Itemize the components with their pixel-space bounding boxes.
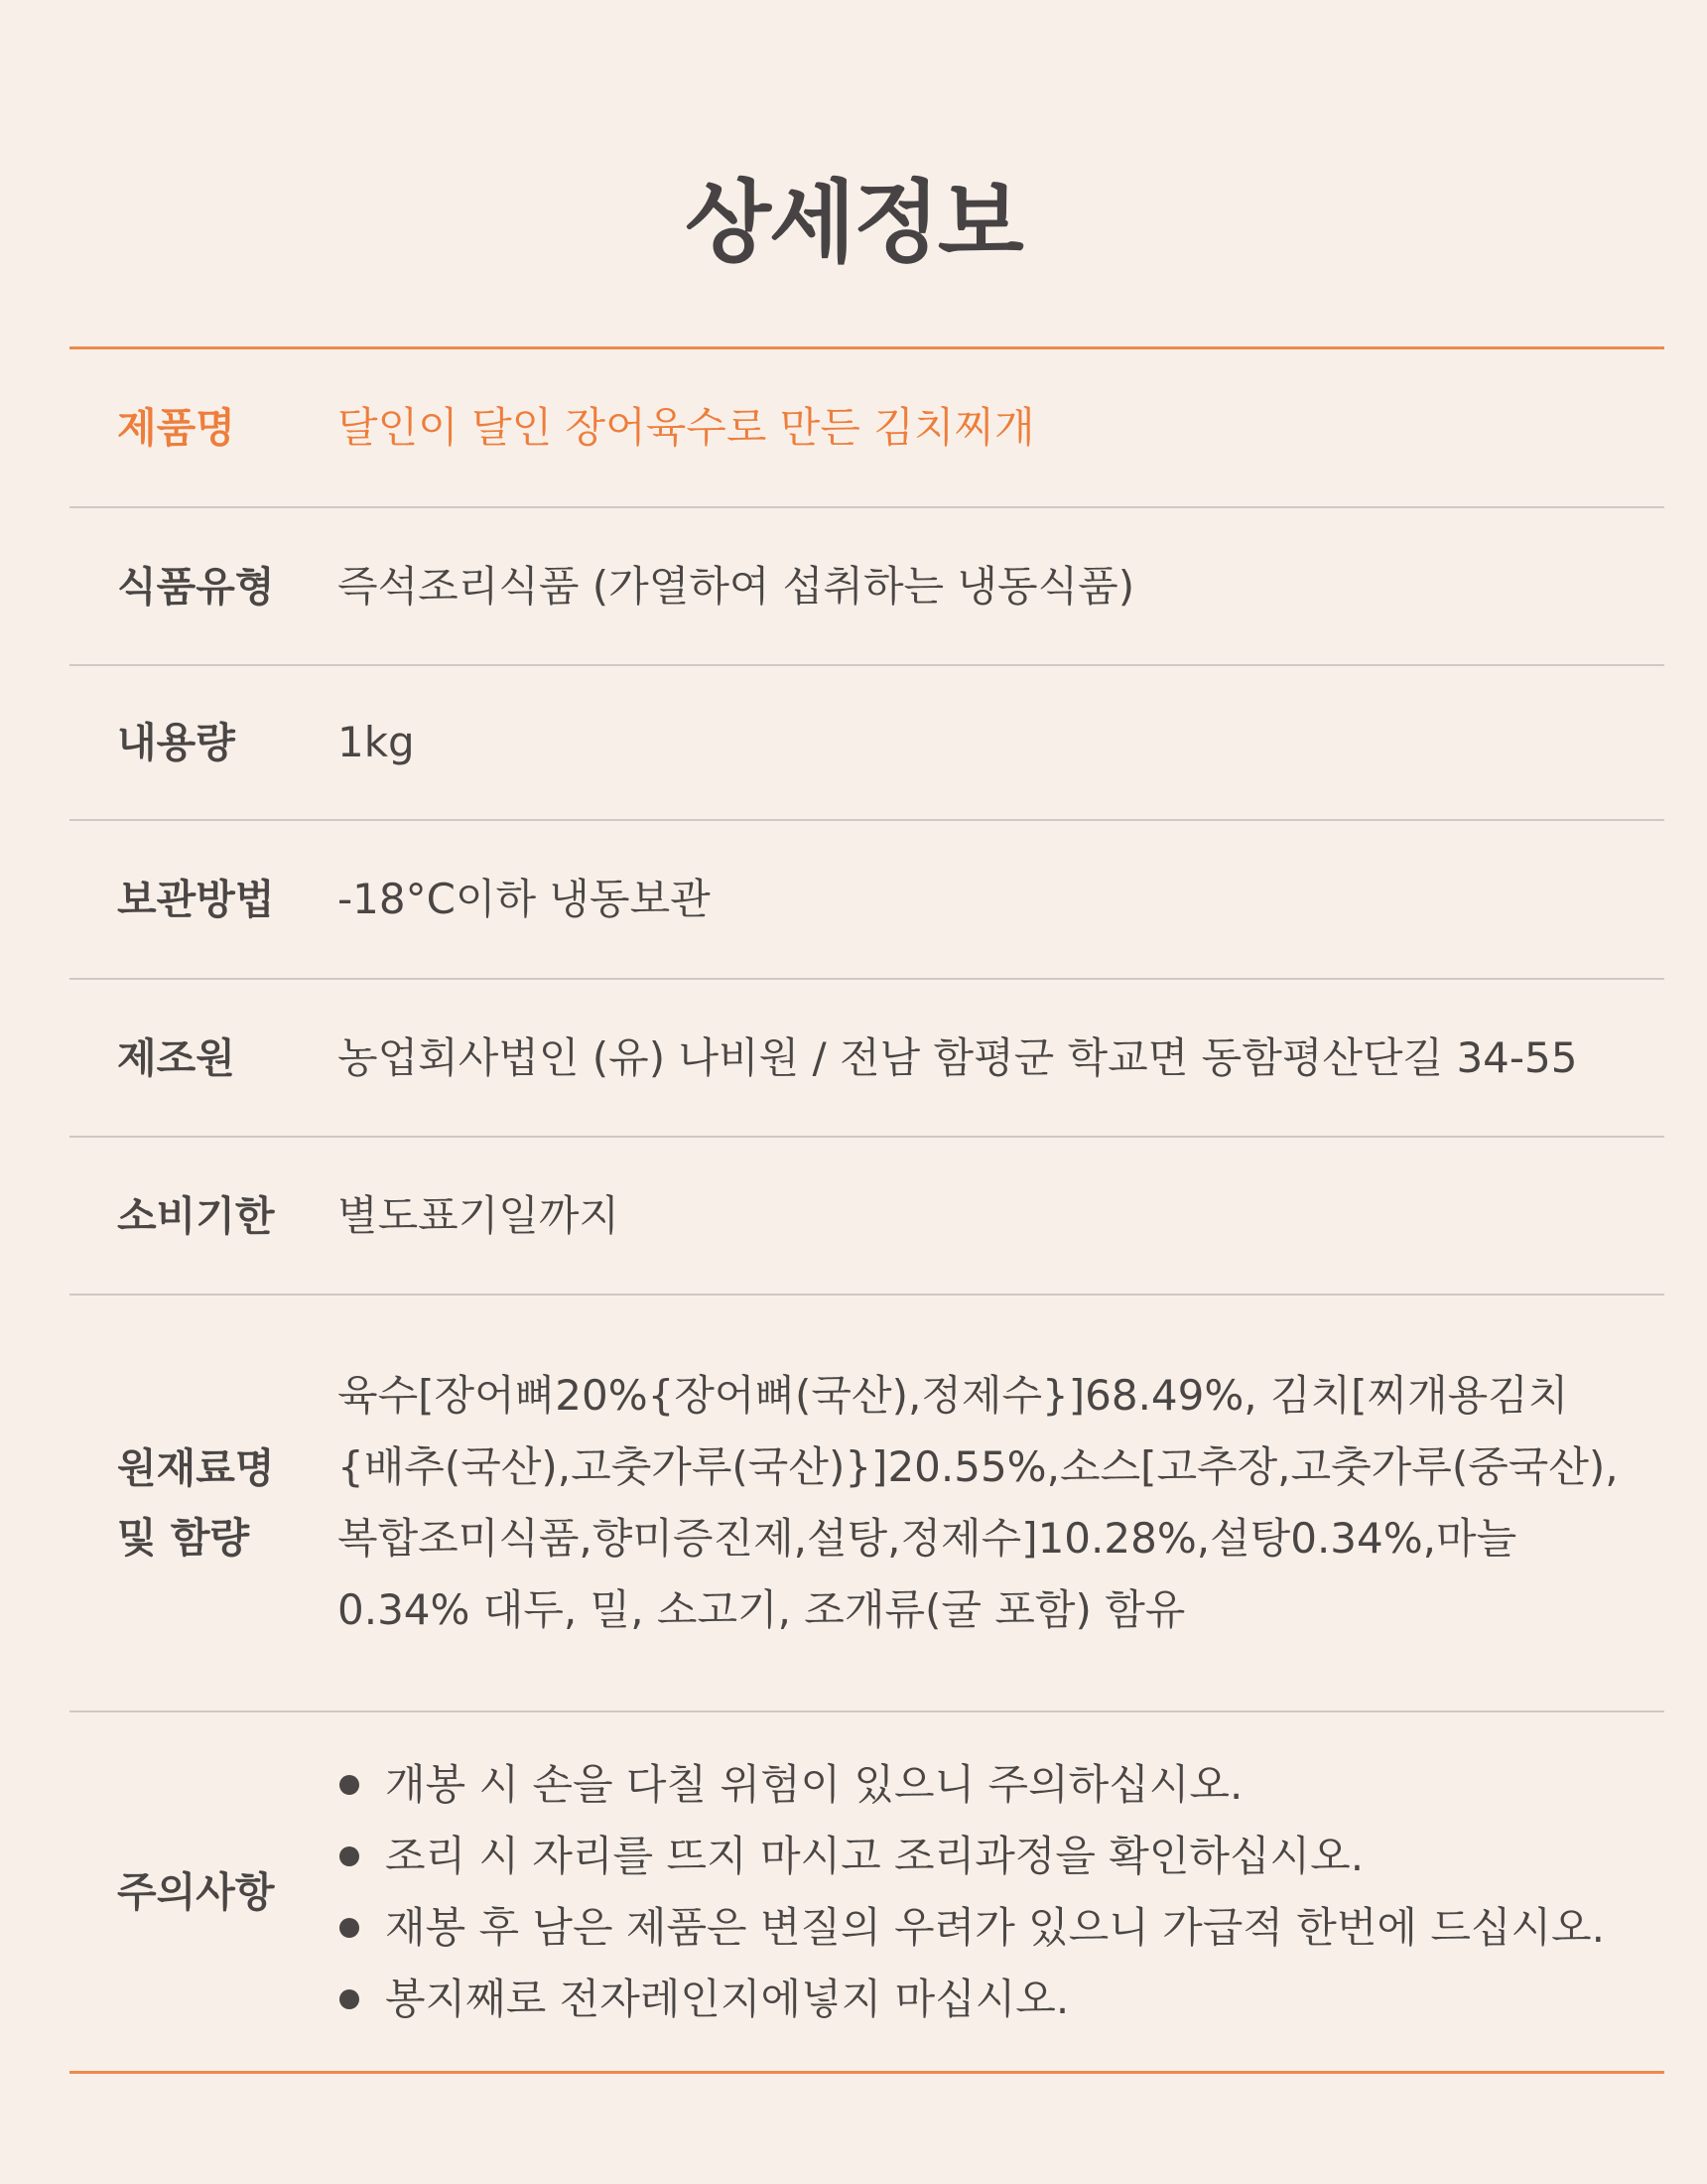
row-label: 주의사항 — [117, 1867, 275, 1916]
bullet-dot-icon — [339, 1989, 359, 2009]
row-value: 농업회사법인 (유) 나비원 / 전남 함평군 학교면 동함평산단길 34-55 — [337, 1032, 1578, 1082]
row-value: 육수[장어뼈20%{장어뼈(국산),정제수}]68.49%, 김치[찌개용김치{배추(국산),고춧가루(국산)}]20.55%,소스[고추장,고춧가루(중국산),복합조미식품,향미증진제,설탕,정제수]10.28%,설탕0.34%,마늘0.34% 대두, 밀, 소고기, 조개류(굴 포함) 함유 — [337, 1371, 1619, 1634]
row-label: 내용량 — [117, 719, 235, 766]
row-value: 즉석조리식품 (가열하여 섭취하는 냉동식품) — [337, 561, 1135, 611]
row-value: -18°C이하 냉동보관 — [337, 875, 711, 923]
page-title: 상세정보 — [685, 171, 1022, 275]
row-value: 별도표기일까지 — [337, 1190, 620, 1240]
row-label: 제품명 — [117, 404, 235, 452]
row-label: 식품유형 — [117, 562, 275, 611]
precaution-text: 개봉 시 손을 다칠 위험이 있으니 주의하십시오. — [385, 1759, 1244, 1809]
row-precautions — [69, 1712, 1664, 2074]
precaution-text: 봉지째로 전자레인지에넣지 마십시오. — [385, 1974, 1070, 2023]
row-value: 달인이 달인 장어육수로 만든 김치찌개 — [337, 403, 1035, 452]
row-label: 소비기한 — [117, 1191, 275, 1240]
row-value: 1kg — [337, 718, 415, 766]
row-expiry — [69, 1138, 1664, 1296]
row-net-content — [69, 666, 1664, 821]
row-food-type — [69, 508, 1664, 666]
row-ingredients — [69, 1296, 1664, 1712]
row-label: 제조원 — [117, 1033, 235, 1082]
precaution-text: 재봉 후 남은 제품은 변질의 우려가 있으니 가급적 한번에 드십시오. — [385, 1902, 1605, 1952]
precaution-list — [337, 1749, 1605, 2035]
row-manufacturer — [69, 980, 1664, 1138]
bullet-dot-icon — [339, 1918, 359, 1938]
row-product-name — [69, 349, 1664, 508]
precaution-text: 조리 시 자리를 뜨지 마시고 조리과정을 확인하십시오. — [385, 1831, 1365, 1880]
list-item — [337, 1821, 1605, 1892]
bullet-dot-icon — [339, 1775, 359, 1795]
row-label: 보관방법 — [117, 876, 275, 923]
list-item — [337, 1964, 1605, 2035]
row-label: 원재료명 및 함량 — [117, 1444, 275, 1562]
list-item — [337, 1892, 1605, 1964]
list-item — [337, 1749, 1605, 1821]
detail-info-table — [69, 346, 1664, 2074]
row-value — [337, 1712, 1625, 2071]
row-storage — [69, 821, 1664, 980]
bullet-dot-icon — [339, 1846, 359, 1866]
